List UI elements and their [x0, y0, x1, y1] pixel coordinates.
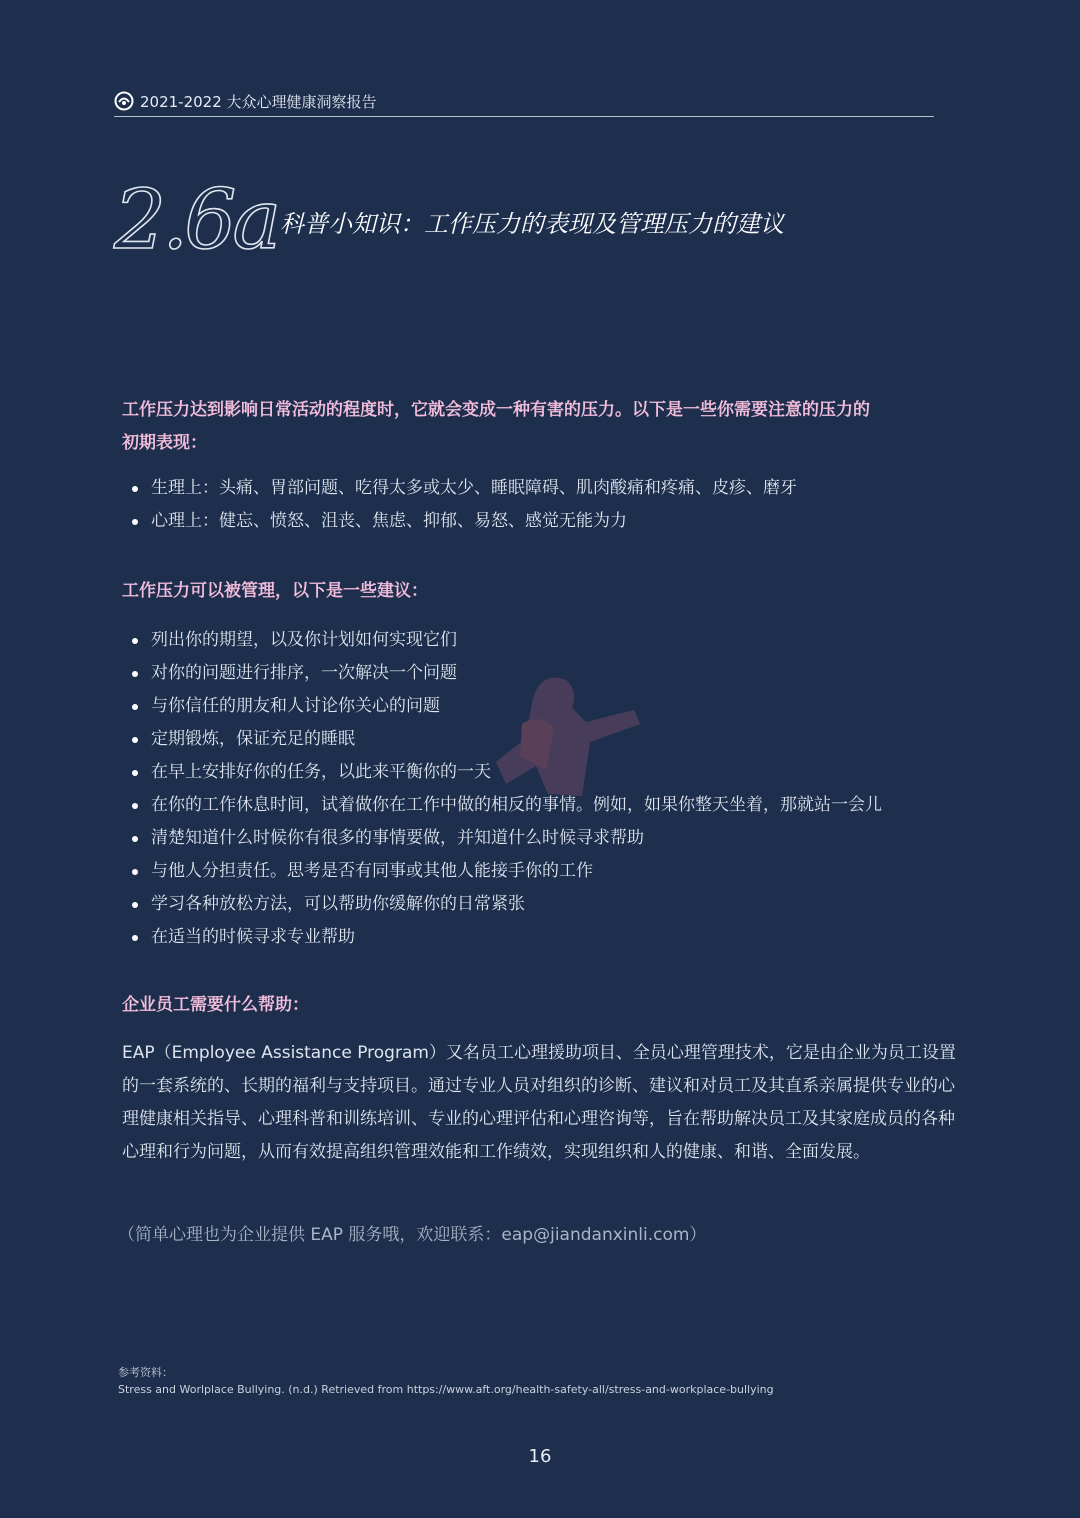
symptom-list: [130, 472, 797, 538]
section-number-text: 2.6a: [114, 173, 278, 268]
eap-contact-note: （简单心理也为企业提供 EAP 服务哦，欢迎联系：eap@jiandanxinli.com）: [118, 1225, 707, 1245]
advice-list: [130, 624, 882, 954]
reference-citation: Stress and Worlplace Bullying. (n.d.) Retrieved from https://www.aft.org/health-safety-all/stress-and-workplace-bullying: [118, 1383, 774, 1396]
advice-heading: 工作压力可以被管理，以下是一些建议：: [122, 581, 428, 601]
list-item: 列出你的期望，以及你计划如何实现它们: [130, 624, 882, 657]
report-logo-icon: [114, 91, 134, 111]
list-item: 心理上：健忘、愤怒、沮丧、焦虑、抑郁、易怒、感觉无能为力: [130, 505, 797, 538]
section-title: 科普小知识：工作压力的表现及管理压力的建议: [280, 210, 784, 238]
list-item: 定期锻炼，保证充足的睡眠: [130, 723, 882, 756]
list-item: 与他人分担责任。思考是否有同事或其他人能接手你的工作: [130, 855, 882, 888]
list-item: 学习各种放松方法，可以帮助你缓解你的日常紧张: [130, 888, 882, 921]
report-title: 2021-2022 大众心理健康洞察报告: [140, 93, 377, 111]
list-item: 在你的工作休息时间，试着做你在工作中做的相反的事情。例如，如果你整天坐着，那就站一会儿: [130, 789, 882, 822]
page-number: 16: [528, 1446, 552, 1467]
references-label: 参考资料：: [118, 1366, 173, 1379]
eap-heading: 企业员工需要什么帮助：: [122, 995, 309, 1015]
list-item: 与你信任的朋友和人讨论你关心的问题: [130, 690, 882, 723]
list-item: 在早上安排好你的任务，以此来平衡你的一天: [130, 756, 882, 789]
list-item: 清楚知道什么时候你有很多的事情要做，并知道什么时候寻求帮助: [130, 822, 882, 855]
list-item: 生理上：头痛、胃部问题、吃得太多或太少、睡眠障碍、肌肉酸痛和疼痛、皮疹、磨牙: [130, 472, 797, 505]
list-item: 对你的问题进行排序，一次解决一个问题: [130, 657, 882, 690]
page-header: [114, 88, 934, 117]
intro-paragraph: 工作压力达到影响日常活动的程度时，它就会变成一种有害的压力。以下是一些你需要注意的压力的初期表现：: [122, 400, 870, 453]
section-number: [114, 172, 278, 268]
eap-paragraph: EAP（Employee Assistance Program）又名员工心理援助项目、全员心理管理技术，它是由企业为员工设置的一套系统的、长期的福利与支持项目。通过专业人员对组织的诊断、建议和对员工及其直系亲属提供专业的心理健康相关指导、心理科普和训练培训、专业的心理评估和心理咨询等，旨在帮助解决员工及其家庭成员的各种心理和行为问题，从而有效提高组织管理效能和工作绩效，实现组织和人的健康、和谐、全面发展。: [122, 1043, 956, 1162]
list-item: 在适当的时候寻求专业帮助: [130, 921, 882, 954]
